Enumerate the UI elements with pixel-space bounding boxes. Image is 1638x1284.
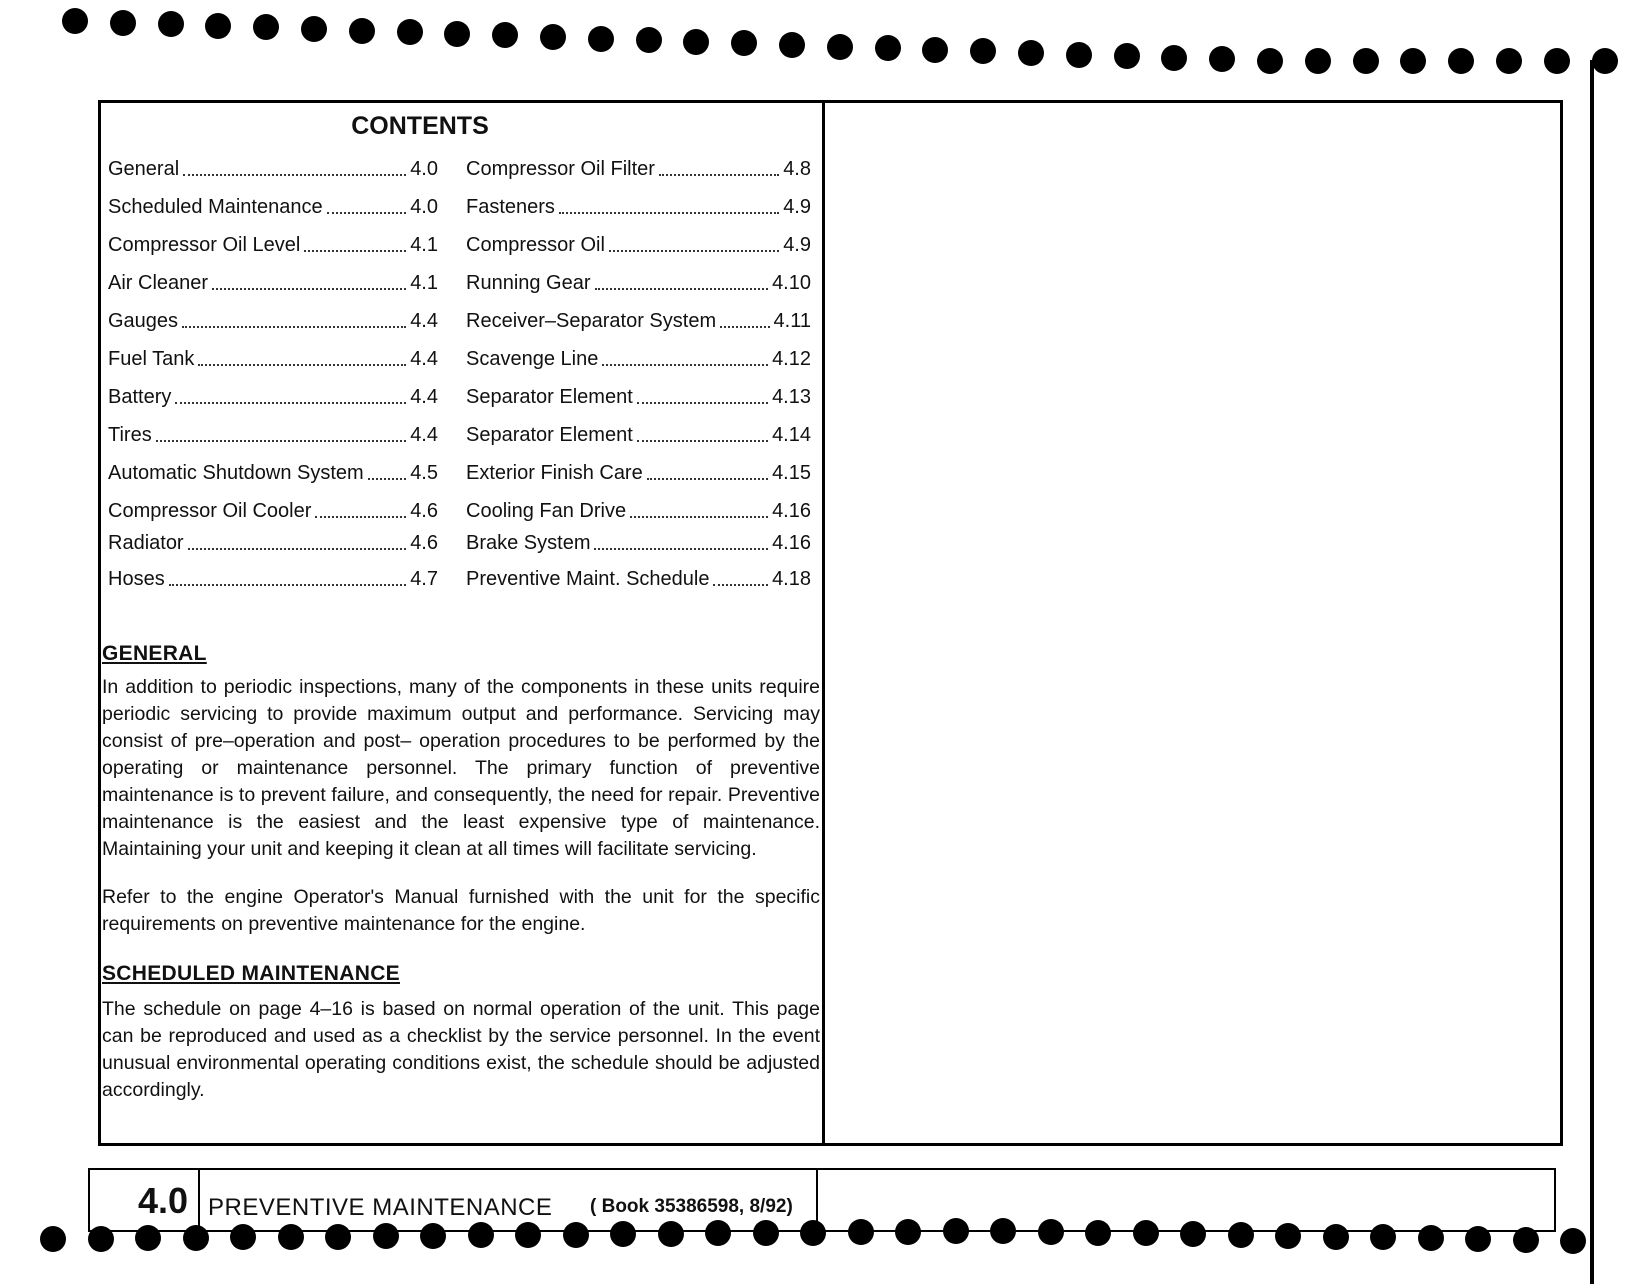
toc-entry-page: 4.1 (410, 272, 438, 294)
toc-entry-label: General (108, 158, 180, 180)
toc-entry-label: Scheduled Maintenance (108, 196, 323, 218)
toc-entry-page: 4.14 (772, 424, 811, 446)
toc-entry-label: Exterior Finish Care (466, 462, 643, 484)
toc-leader-dots (630, 516, 768, 518)
toc-entry-page: 4.13 (772, 386, 811, 408)
toc-leader-dots (183, 174, 406, 176)
punch-hole (110, 10, 136, 36)
general-paragraph-2: Refer to the engine Operator's Manual furnished with the unit for the specific requirements on preventive maintenance for the engine. (102, 886, 820, 935)
toc-entry-page: 4.4 (410, 386, 438, 408)
punch-hole (1544, 48, 1570, 74)
punch-hole (1257, 48, 1283, 74)
punch-holes-top (0, 8, 1638, 68)
toc-entry-label: Scavenge Line (466, 348, 599, 370)
toc-entry-label: Receiver–Separator System (466, 310, 717, 332)
toc-entry (108, 462, 438, 485)
toc-row (100, 272, 822, 302)
toc-entry (466, 386, 811, 409)
toc-entry-label: Separator Element (466, 424, 633, 446)
punch-hole (1114, 43, 1140, 69)
toc-entry (466, 158, 811, 181)
toc-entry-label: Compressor Oil Cooler (108, 500, 312, 522)
toc-entry (466, 272, 811, 295)
punch-hole (970, 38, 996, 64)
punch-hole (922, 37, 948, 63)
toc-entry-label: Compressor Oil Filter (466, 158, 655, 180)
toc-entry (466, 462, 811, 485)
footer-separator (816, 1170, 818, 1232)
punch-hole (158, 11, 184, 37)
toc-leader-dots (647, 478, 768, 480)
toc-entry-page: 4.6 (410, 532, 438, 554)
toc-entry-page: 4.5 (410, 462, 438, 484)
toc-row (100, 348, 822, 378)
toc-entry-page: 4.16 (772, 500, 811, 522)
punch-hole (492, 22, 518, 48)
toc-row (100, 424, 822, 454)
toc-entry-page: 4.9 (783, 234, 811, 256)
toc-leader-dots (609, 250, 779, 252)
toc-entry (466, 348, 811, 371)
punch-hole (540, 24, 566, 50)
toc-row (100, 568, 822, 598)
toc-leader-dots (327, 212, 407, 214)
punch-hole (1592, 48, 1618, 74)
punch-hole (1400, 48, 1426, 74)
toc-entry (466, 424, 811, 447)
toc-entry-label: Gauges (108, 310, 179, 332)
toc-leader-dots (175, 402, 406, 404)
toc-entry (108, 196, 438, 219)
punch-hole (301, 16, 327, 42)
page-footer (88, 1168, 1556, 1232)
left-column (100, 104, 822, 1140)
punch-hole (731, 30, 757, 56)
punch-hole (1305, 48, 1331, 74)
toc-row (100, 196, 822, 226)
toc-entry-page: 4.4 (410, 348, 438, 370)
toc-entry-page: 4.0 (410, 158, 438, 180)
toc-entry (466, 532, 811, 555)
toc-entry-label: Fasteners (466, 196, 555, 218)
toc-entry (108, 568, 438, 591)
toc-entry-page: 4.16 (772, 532, 811, 554)
punch-hole (1353, 48, 1379, 74)
punch-hole (779, 32, 805, 58)
punch-hole (1209, 46, 1235, 72)
punch-hole (588, 26, 614, 52)
footer-section-title: PREVENTIVE MAINTENANCE (208, 1194, 553, 1221)
toc-entry-page: 4.12 (772, 348, 811, 370)
toc-entry-label: Hoses (108, 568, 165, 590)
toc-leader-dots (637, 440, 768, 442)
general-paragraph-1: In addition to periodic inspections, many of the components in these units require periodic servicing to provide maximum output and performance. Servicing may consist of pre–operation and post– operation procedures to be performed by the operating or maintenance personnel. The primary function of preventive maintenance is to prevent failure, and consequently, the need for repair. Preventive maintenance is the easiest and the least expensive type of maintenance. Maintaining your unit and keeping it clean at all times will facilitate servicing. (102, 676, 820, 860)
toc-leader-dots (368, 478, 407, 480)
toc-row (100, 500, 822, 530)
toc-entry (108, 348, 438, 371)
toc-entry (466, 310, 811, 333)
toc-leader-dots (315, 516, 406, 518)
toc-row (100, 310, 822, 340)
toc-entry (466, 234, 811, 257)
toc-entry-label: Fuel Tank (108, 348, 195, 370)
punch-hole (40, 1226, 66, 1252)
toc-leader-dots (169, 584, 406, 586)
toc-entry-label: Automatic Shutdown System (108, 462, 364, 484)
footer-book-reference: ( Book 35386598, 8/92) (590, 1196, 793, 1217)
footer-section-number: 4.0 (138, 1180, 189, 1221)
toc-entry-label: Compressor Oil Level (108, 234, 301, 256)
toc-entry-page: 4.4 (410, 310, 438, 332)
toc-entry-label: Cooling Fan Drive (466, 500, 627, 522)
toc-row (100, 158, 822, 188)
general-heading: GENERAL (102, 642, 207, 665)
toc-entry-page: 4.1 (410, 234, 438, 256)
toc-entry-label: Battery (108, 386, 172, 408)
toc-entry-page: 4.7 (410, 568, 438, 590)
toc-entry-page: 4.4 (410, 424, 438, 446)
punch-hole (444, 21, 470, 47)
punch-hole (1161, 45, 1187, 71)
page-edge-line (1590, 60, 1594, 1284)
toc-entry (108, 310, 438, 333)
toc-leader-dots (637, 402, 768, 404)
toc-row (100, 234, 822, 264)
toc-leader-dots (188, 548, 407, 550)
punch-hole (827, 34, 853, 60)
punch-hole (349, 18, 375, 44)
toc-row (100, 532, 822, 562)
toc-leader-dots (720, 326, 769, 328)
toc-entry (108, 386, 438, 409)
toc-entry-page: 4.18 (772, 568, 811, 590)
toc-entry-label: Radiator (108, 532, 184, 554)
toc-entry (466, 196, 811, 219)
toc-entry (108, 424, 438, 447)
scheduled-maintenance-paragraph: The schedule on page 4–16 is based on normal operation of the unit. This page can be reproduced and used as a checklist by the service personnel. In the event unusual environmental operating conditions exist, the schedule should be adjusted accordingly. (102, 998, 820, 1101)
toc-entry-page: 4.10 (772, 272, 811, 294)
toc-leader-dots (595, 288, 769, 290)
punch-hole (253, 14, 279, 40)
punch-hole (1018, 40, 1044, 66)
toc-entry-label: Preventive Maint. Schedule (466, 568, 710, 590)
toc-entry-label: Air Cleaner (108, 272, 209, 294)
scheduled-maintenance-heading: SCHEDULED MAINTENANCE (102, 962, 400, 985)
punch-hole (1560, 1228, 1586, 1254)
toc-entry (466, 568, 811, 591)
toc-entry-label: Running Gear (466, 272, 591, 294)
punch-hole (636, 27, 662, 53)
toc-leader-dots (304, 250, 406, 252)
toc-entry (108, 272, 438, 295)
toc-entry-page: 4.8 (783, 158, 811, 180)
punch-hole (1496, 48, 1522, 74)
toc-entry-page: 4.9 (783, 196, 811, 218)
footer-separator (198, 1170, 200, 1232)
toc-leader-dots (198, 364, 406, 366)
punch-hole (62, 8, 88, 34)
punch-hole (397, 19, 423, 45)
toc-entry-page: 4.11 (773, 310, 811, 332)
toc-entry (108, 158, 438, 181)
toc-leader-dots (713, 584, 768, 586)
column-divider (822, 100, 825, 1146)
toc-entry (466, 500, 811, 523)
punch-hole (1448, 48, 1474, 74)
toc-leader-dots (156, 440, 406, 442)
punch-hole (1066, 42, 1092, 68)
toc-entry-page: 4.6 (410, 500, 438, 522)
toc-leader-dots (559, 212, 779, 214)
contents-title: CONTENTS (351, 112, 489, 140)
toc-entry-label: Compressor Oil (466, 234, 605, 256)
toc-entry-label: Tires (108, 424, 152, 446)
toc-entry-page: 4.15 (772, 462, 811, 484)
toc-leader-dots (594, 548, 768, 550)
toc-row (100, 386, 822, 416)
punch-hole (875, 35, 901, 61)
toc-leader-dots (602, 364, 768, 366)
toc-entry-label: Separator Element (466, 386, 633, 408)
toc-leader-dots (212, 288, 406, 290)
toc-entry (108, 532, 438, 555)
toc-leader-dots (182, 326, 406, 328)
toc-leader-dots (659, 174, 779, 176)
punch-hole (683, 29, 709, 55)
toc-entry (108, 234, 438, 257)
toc-entry-label: Brake System (466, 532, 591, 554)
punch-hole (205, 13, 231, 39)
toc-entry-page: 4.0 (410, 196, 438, 218)
toc-entry (108, 500, 438, 523)
toc-row (100, 462, 822, 492)
